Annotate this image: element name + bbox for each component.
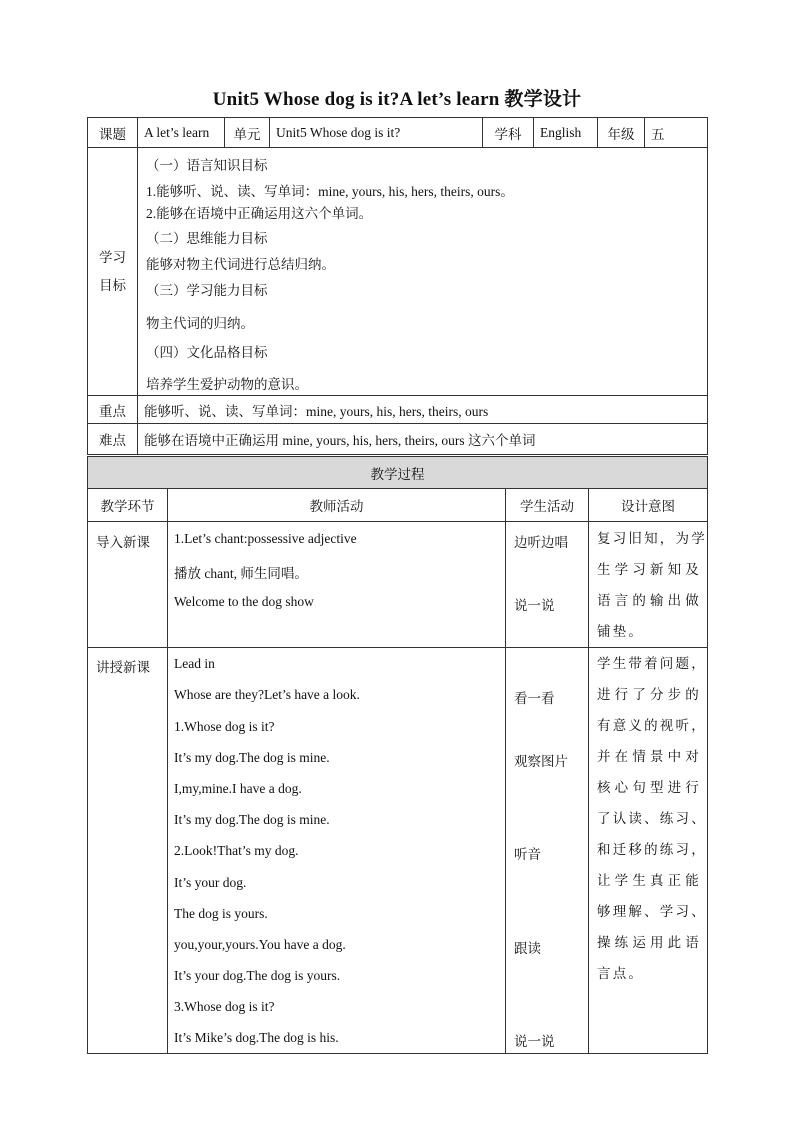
goal-line: 2.能够在语境中正确运用这六个单词。	[146, 206, 373, 221]
student-line: 说一说	[514, 598, 555, 613]
goal-line: 能够对物主代词进行总结归纳。	[146, 257, 335, 272]
process-row-new-lesson	[88, 648, 708, 1054]
subject-value: English	[534, 118, 598, 148]
student-line: 说一说	[514, 1034, 555, 1049]
intent-line: 学生带着问题，	[597, 656, 707, 671]
goal-line: 1.能够听、说、读、写单词：mine, yours, his, hers, theirs, ours。	[146, 184, 514, 199]
topic-label: 课题	[88, 118, 138, 148]
header-stage: 教学环节	[88, 489, 168, 522]
teacher-line: It’s my dog.The dog is mine.	[174, 812, 330, 827]
unit-label: 单元	[225, 118, 270, 148]
intent-line: 进行了分步的	[597, 687, 701, 702]
intent-line: 铺垫。	[597, 624, 645, 639]
stage-cell	[88, 648, 168, 1054]
goals-label-line-1: 学习	[99, 249, 126, 265]
student-line: 听音	[514, 847, 541, 862]
header-teacher: 教师活动	[168, 489, 506, 522]
goal-heading: （二）思维能力目标	[146, 231, 268, 246]
intent-line: 核心句型进行	[597, 780, 701, 795]
intent-line: 操练运用此语	[597, 935, 701, 950]
goals-content	[138, 148, 708, 396]
grade-value: 五	[645, 118, 708, 148]
teacher-line: It’s my dog.The dog is mine.	[174, 750, 330, 765]
student-line: 边听边唱	[514, 535, 568, 550]
stage-cell	[88, 522, 168, 648]
key-point-text: 能够听、说、读、写单词：mine, yours, his, hers, theirs, ours	[138, 396, 708, 424]
intent-line: 让学生真正能	[597, 873, 701, 888]
subject-label: 学科	[483, 118, 534, 148]
grade-label: 年级	[598, 118, 645, 148]
topic-value: A let’s learn	[138, 118, 225, 148]
teacher-line: 3.Whose dog is it?	[174, 999, 275, 1014]
goals-row	[88, 148, 708, 396]
process-table	[87, 456, 708, 1054]
design-intent-cell	[589, 522, 708, 648]
student-activity-cell	[506, 648, 589, 1054]
stage-label: 导入新课	[96, 535, 150, 550]
teacher-line: Lead in	[174, 656, 215, 671]
teacher-line: you,your,yours.You have a dog.	[174, 937, 346, 952]
student-line: 跟读	[514, 941, 541, 956]
teacher-line: 播放 chant, 师生同唱。	[174, 566, 308, 581]
design-intent-text	[597, 648, 707, 989]
process-row-intro	[88, 522, 708, 648]
teacher-line: Welcome to the dog show	[174, 594, 314, 609]
difficulty-row	[88, 424, 708, 455]
teacher-line: 1.Let’s chant:possessive adjective	[174, 531, 357, 546]
key-point-label: 重点	[88, 396, 138, 424]
page-title: Unit5 Whose dog is it?A let’s learn 教学设计	[212, 89, 582, 110]
intent-line: 语言的输出做	[597, 593, 701, 608]
student-line: 观察图片	[514, 754, 568, 769]
intent-line: 言点。	[597, 966, 645, 981]
teacher-activity-cell	[168, 648, 506, 1054]
teacher-line: Whose are they?Let’s have a look.	[174, 687, 360, 702]
goal-heading: （一）语言知识目标	[146, 158, 268, 173]
key-point-row	[88, 396, 708, 424]
goals-label-line-2: 目标	[99, 277, 126, 293]
design-intent-text	[597, 523, 707, 647]
intent-line: 复习旧知，为学	[597, 531, 707, 546]
process-banner: 教学过程	[88, 457, 708, 489]
student-line: 看一看	[514, 691, 555, 706]
intent-line: 并在情景中对	[597, 749, 701, 764]
intent-line: 生学习新知及	[597, 562, 701, 577]
unit-value: Unit5 Whose dog is it?	[270, 118, 483, 148]
process-banner-row	[88, 457, 708, 489]
teacher-line: I,my,mine.I have a dog.	[174, 781, 302, 796]
teacher-line: The dog is yours.	[174, 906, 268, 921]
intent-line: 够理解、学习、	[597, 904, 707, 919]
stage-label: 讲授新课	[96, 660, 150, 675]
goal-heading: （四）文化品格目标	[146, 345, 268, 360]
goal-heading: （三）学习能力目标	[146, 283, 268, 298]
intent-line: 了认读、练习、	[597, 811, 707, 826]
teacher-line: 1.Whose dog is it?	[174, 719, 275, 734]
header-student: 学生活动	[506, 489, 589, 522]
intent-line: 和迁移的练习，	[597, 842, 707, 857]
difficulty-text: 能够在语境中正确运用 mine, yours, his, hers, theirs, ours 这六个单词	[138, 424, 708, 455]
goals-label	[88, 148, 138, 396]
header-intent: 设计意图	[589, 489, 708, 522]
teacher-line: 2.Look!That’s my dog.	[174, 843, 299, 858]
teacher-activity-cell	[168, 522, 506, 648]
difficulty-label: 难点	[88, 424, 138, 455]
info-table	[87, 117, 708, 455]
student-activity-cell	[506, 522, 589, 648]
goal-line: 物主代词的归纳。	[146, 316, 254, 331]
goal-line: 培养学生爱护动物的意识。	[146, 377, 308, 392]
teacher-line: It’s your dog.	[174, 875, 247, 890]
process-header-row	[88, 489, 708, 522]
info-row	[88, 118, 708, 148]
teacher-line: It’s your dog.The dog is yours.	[174, 968, 341, 983]
design-intent-cell	[589, 648, 708, 1054]
teacher-line: It’s Mike’s dog.The dog is his.	[174, 1030, 339, 1045]
intent-line: 有意义的视听，	[597, 718, 707, 733]
